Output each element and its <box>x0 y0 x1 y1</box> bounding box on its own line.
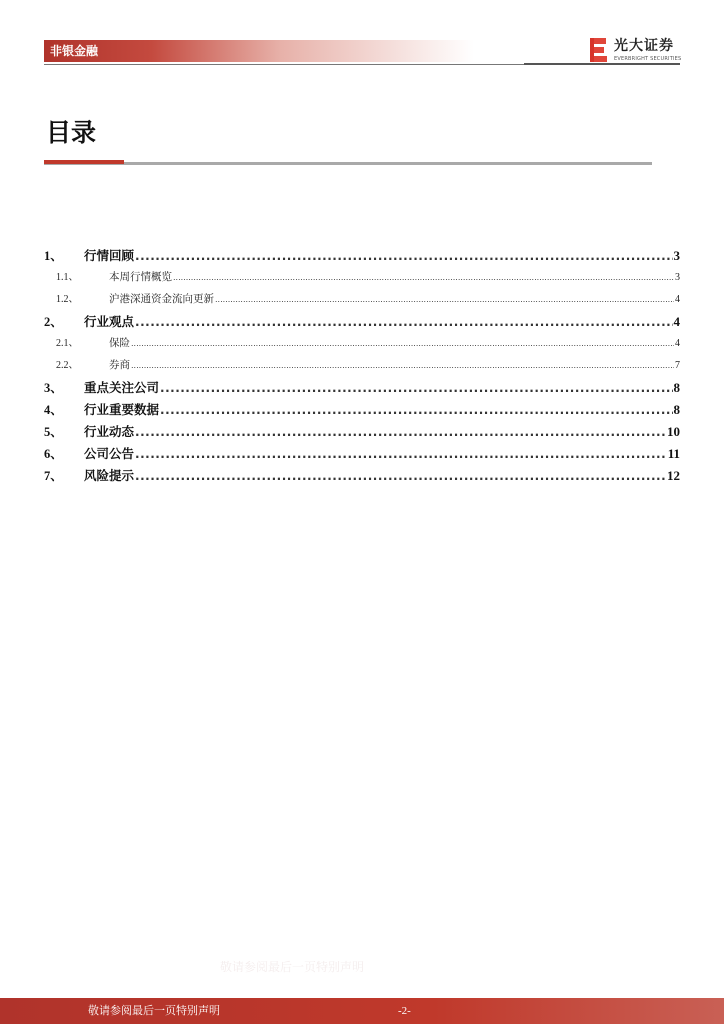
toc-leader-dots <box>135 315 672 329</box>
toc-leader-dots <box>135 425 666 439</box>
footer-disclaimer: 敬请参阅最后一页特别声明 <box>88 1004 220 1017</box>
toc-leader-dots <box>160 381 672 395</box>
toc-entry-page: 3 <box>673 248 680 263</box>
toc-entry-number: 3、 <box>44 381 63 395</box>
brand-name-english: EVERBRIGHT SECURITIES <box>614 56 682 62</box>
toc-entry-page: 11 <box>667 446 680 461</box>
toc-entry-page: 8 <box>673 380 680 395</box>
toc-entry-number: 2.1、 <box>56 338 79 349</box>
toc-entry-number: 5、 <box>44 425 63 439</box>
toc-entry-label: 重点关注公司 <box>84 380 160 395</box>
page-number: -2- <box>398 1005 411 1017</box>
header-divider-accent <box>524 63 680 65</box>
toc-leader-dots <box>173 273 674 282</box>
watermark: 敬请参阅最后一页特别声明 <box>220 960 365 974</box>
toc-entry-page: 3 <box>675 272 680 283</box>
toc-entry[interactable] <box>44 268 680 290</box>
toc-leader-dots <box>160 403 672 417</box>
brand-name: 光大证券 <box>614 38 674 54</box>
toc-leader-dots <box>135 249 672 263</box>
toc-entry-label: 行业观点 <box>84 314 135 329</box>
toc-entry[interactable] <box>44 246 680 268</box>
toc-entry[interactable] <box>44 422 680 444</box>
toc-entry[interactable] <box>44 312 680 334</box>
toc-leader-dots <box>131 339 674 348</box>
footer-band <box>0 998 724 1024</box>
table-of-contents <box>44 246 680 488</box>
page-title: 目录 <box>46 118 97 147</box>
toc-entry-page: 4 <box>675 338 680 349</box>
toc-entry[interactable] <box>44 444 680 466</box>
toc-entry-page: 4 <box>673 314 680 329</box>
toc-entry-number: 1.2、 <box>56 294 79 305</box>
toc-entry-number: 6、 <box>44 447 63 461</box>
section-label: 非银金融 <box>50 44 99 58</box>
toc-entry-label: 行业重要数据 <box>84 402 160 417</box>
toc-entry-label: 沪港深通资金流向更新 <box>109 293 214 305</box>
toc-entry-label: 本周行情概览 <box>109 271 172 283</box>
toc-entry-number: 1.1、 <box>56 272 79 283</box>
toc-entry-label: 行业动态 <box>84 424 135 439</box>
toc-entry-page: 7 <box>675 360 680 371</box>
toc-entry[interactable] <box>44 400 680 422</box>
header-band <box>44 40 474 62</box>
toc-leader-dots <box>215 295 674 304</box>
everbright-logo-icon <box>590 38 608 62</box>
toc-entry-label: 券商 <box>109 359 130 371</box>
toc-entry[interactable] <box>44 378 680 400</box>
toc-entry[interactable] <box>44 356 680 378</box>
toc-entry-number: 2、 <box>44 315 63 329</box>
toc-entry-number: 7、 <box>44 469 63 483</box>
toc-entry-number: 4、 <box>44 403 63 417</box>
toc-leader-dots <box>131 361 674 370</box>
toc-entry[interactable] <box>44 466 680 488</box>
toc-entry-page: 12 <box>667 468 680 483</box>
toc-entry-page: 8 <box>673 402 680 417</box>
toc-entry[interactable] <box>44 334 680 356</box>
toc-leader-dots <box>135 469 666 483</box>
toc-entry-label: 保险 <box>109 337 130 349</box>
toc-entry[interactable] <box>44 290 680 312</box>
title-rule <box>44 162 652 165</box>
toc-entry-label: 风险提示 <box>84 468 135 483</box>
toc-entry-page: 10 <box>667 424 680 439</box>
title-rule-accent <box>44 160 124 164</box>
toc-entry-page: 4 <box>675 294 680 305</box>
toc-entry-label: 行情回顾 <box>84 248 135 263</box>
toc-entry-number: 2.2、 <box>56 360 79 371</box>
toc-entry-label: 公司公告 <box>84 446 135 461</box>
toc-leader-dots <box>135 447 667 461</box>
toc-entry-number: 1、 <box>44 249 63 263</box>
